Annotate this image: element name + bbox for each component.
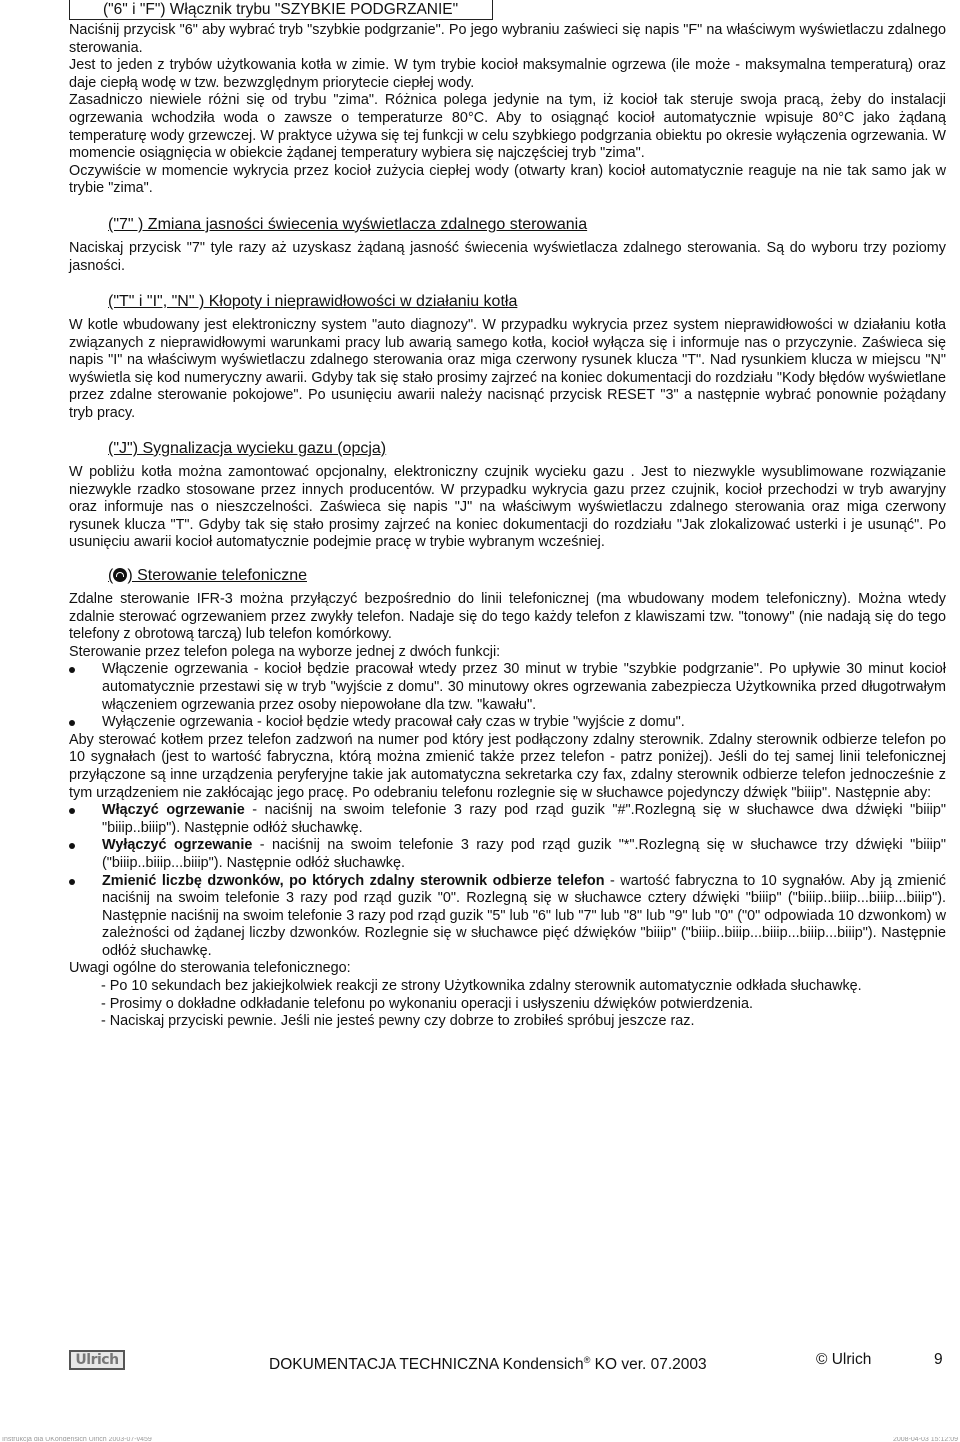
- print-info-line: [0, 1437, 960, 1442]
- note-item: - Naciskaj przyciski pewnie. Jeśli nie jesteś pewny czy dobrze to zrobiłeś spróbuj jeszcze raz.: [101, 1013, 695, 1030]
- bullet-icon: [69, 879, 75, 885]
- section-title-telephone: [108, 566, 307, 586]
- bullet-icon: [69, 843, 75, 849]
- section-gas-leak: [69, 439, 946, 552]
- note-item: - Prosimy o dokładne odkładanie telefonu po wykonaniu operacji i usłyszeniu dźwięków potwierdzenia.: [101, 995, 753, 1012]
- paragraph: Zasadniczo niewiele różni się od trybu "zima". Różnica polega jedynie na tym, iż kocioł tak steruje swoja pracą, żeby do instalacji ogrzewania wchodziła woda o zawsze o temperaturze 80°C. Aby to osiągnąć kocioł automatycznie wpisuje 80°C jako żądaną temperaturę wody grzewczej. W praktyce używa się tej funkcji w celu szybkiego podgrzania obiektu po okresie wyłączenia ogrzewania. W momencie osiągnięcia w obiekcie żądanej temperatury wybiera się najczęściej tryb "zima".: [69, 92, 946, 162]
- paragraph: Oczywiście w momencie wykrycia przez kocioł zużycia ciepłej wody (otwarty kran) kocioł automatycznie reaguje na nie tak samo jak w trybie "zima".: [69, 162, 946, 197]
- list-item: Wyłączenie ogrzewania - kocioł będzie wtedy pracował cały czas w trybie "wyjście z domu".: [69, 714, 946, 732]
- note-item: - Po 10 sekundach bez jakiejkolwiek reakcji ze strony Użytkownika zdalny sterownik automatycznie odkłada słuchawkę.: [101, 978, 862, 995]
- page-footer: [69, 1349, 946, 1371]
- ulrich-logo: Ulrich: [69, 1350, 125, 1370]
- list-item: Włączenie ogrzewania - kocioł będzie pracował wtedy przez 30 minut w trybie "szybkie podgrzanie". Po upływie 30 minut kocioł automatycznie przestawi się w tryb "wyjście z domu". 30 minutowy okres ogrzewania zabezpiecza Użytkownika przed długotrwałym włączeniem ogrzewania przez osoby niepowołane dla tzw. "kawału".: [69, 661, 946, 714]
- section-telephone-control: [69, 566, 946, 1031]
- paragraph: W kotle wbudowany jest elektroniczny system "auto diagnozy". W przypadku wykrycia przez system nieprawidłowości w działaniu kotła związanych z nieprawidłowymi warunkami pracy lub awarią samego kotła, kocioł wyłącza się i informuje nas o przyczynie. Zaświeca się napis "I" na właściwym wyświetlaczu zdalnego sterowania oraz miga czerwony rysunek klucza "T". Nad rysunkiem klucza w miejscu "N" wyświetla się kod numeryczny awarii. Gdyby tak się stało prosimy zajrzeć na koniec dokumentacji do rozdziału "Kody błędów wyświetlane przez zdalne sterowanie pokojowe". Po usunięciu awarii należy nacisnąć przycisk RESET "3" a następnie wybrać ponownie pożądany tryb pracy.: [69, 317, 946, 421]
- paragraph: Sterowanie przez telefon polega na wyborze jednej z dwóch funkcji:: [69, 643, 501, 660]
- paragraph: Naciśnij przycisk "6" aby wybrać tryb "szybkie podgrzanie". Po jego wybraniu zaświeci się napis "F" na właściwym wyświetlaczu zdalnego sterowania.: [69, 22, 946, 56]
- footer-copyright: © Ulrich: [816, 1351, 872, 1368]
- notes-title: Uwagi ogólne do sterowania telefonicznego:: [69, 960, 351, 977]
- list-item: Zmienić liczbę dzwonków, po których zdalny sterownik odbierze telefon - wartość fabryczna to 10 sygnałów. Aby ją zmienić naciśnij na swoim telefonie 3 razy pod rząd guzik "0". Rozlegną się w słuchawce cztery dźwięki "biiip" ("biiip..biiip...biiip...biiip"). Następnie naciśnij na swoim telefonie 3 razy pod rząd guzik "5" lub "6" lub "7" lub "8" lub "9" lub "0" ("0" odpowiada 10 dzwonkom) w zależności od żądanej liczby dzwonków. Rozlegnie się w słuchawce pięć dźwięków "biiip" ("biiip..biiip...biiip...biiip...biiip"). Następnie odłóż słuchawkę.: [69, 873, 946, 961]
- title-open-paren: (: [108, 567, 114, 584]
- function-list: [69, 661, 946, 731]
- list-item: Włączyć ogrzewanie - naciśnij na swoim telefonie 3 razy pod rząd guzik "#".Rozlegną się w słuchawce dwa dźwięki "biiip" "biiip..biiip"). Następnie odłóż słuchawkę.: [69, 802, 946, 837]
- bullet-icon: [69, 667, 75, 673]
- list-item: Wyłączyć ogrzewanie - naciśnij na swoim telefonie 3 razy pod rząd guzik "*".Rozlegną się w słuchawce trzy dźwięki "biiip" ("biiip..biiip...biiip"). Następnie odłóż słuchawkę.: [69, 837, 946, 872]
- section-title-brightness: ("7" ) Zmiana jasności świecenia wyświetlacza zdalnego sterowania: [108, 216, 588, 233]
- footer-document-title: DOKUMENTACJA TECHNICZNA Kondensich® KO ver. 07.2003: [269, 1355, 707, 1373]
- telephone-icon: [113, 568, 127, 582]
- page-number: 9: [934, 1351, 943, 1368]
- title-text: ) Sterowanie telefoniczne: [127, 567, 307, 584]
- section-title-malfunctions: ("T" i "I", "N" ) Kłopoty i nieprawidłowości w działaniu kotła: [108, 293, 518, 310]
- print-file-name: Instrukcja dla UKondensich Ulrich 2003-07-v459: [2, 1437, 152, 1442]
- paragraph: W pobliżu kotła można zamontować opcjonalny, elektroniczny czujnik wycieku gazu . Jest to niezwykle wysublimowane rozwiązanie niezwykle rzadko stosowane przez innych producentów. W przypadku wykrycia gazu przez czujnik, kocioł przechodzi w tryb awaryjny oraz informuje nas o nieszczelności. Zaświeca się napis "J" na właściwym wyświetlaczu zdalnego sterowania oraz miga czerwony rysunek klucza "T". Gdyby tak się stało prosimy zajrzeć na koniec dokumentacji do rozdziału "Jak zlokalizować usterki i je usunąć". Po usunięciu awarii kocioł automatycznie podejmie pracę w trybie wybranym wcześniej.: [69, 464, 946, 551]
- print-timestamp: 2008-04-03 15:12:09: [893, 1437, 958, 1442]
- paragraph: Jest to jeden z trybów użytkowania kotła w zimie. W tym trybie kocioł maksymalnie ogrzewa (ile może - maksymalna temperaturą) oraz daje ciepłą wodę w tzw. bezwzględnym priorytecie ciepłej wody.: [69, 57, 946, 91]
- action-list: [69, 802, 946, 960]
- registered-mark: ®: [583, 1355, 591, 1365]
- section-brightness: [69, 215, 946, 275]
- paragraph: Aby sterować kotłem przez telefon zadzwoń na numer pod który jest podłączony zdalny sterownik. Zdalny sterownik odbierze telefon po 10 sygnałach (jest to wartość fabryczna, którą można zmienić także przez telefon - patrz poniżej). Jeśli do tej samej linii telefonicznej przyłączone są inne urządzenia peryferyjne takie jak automatyczna sekretarka czy fax, zdalny sterownik odbierze telefon jednocześnie z tym urządzeniem nie zakłócając jego pracę. Po odebraniu telefonu rozlegnie się w słuchawce pojedynczy dźwięk "biiip". Następnie aby:: [69, 731, 946, 801]
- bullet-icon: [69, 808, 75, 814]
- section-fast-heating: [69, 22, 946, 198]
- paragraph: Zdalne sterowanie IFR-3 można przyłączyć bezpośrednio do linii telefonicznej (ma wbudowany modem telefoniczny). Można wtedy zdalnie sterować ogrzewaniem przez zwykły telefon. Nadaje się do tego każdy telefon z klawiszami tzw. "tonowy" (nie nadają się do tego telefony z obrotową tarczą) lub telefon komórkowy.: [69, 591, 946, 643]
- section-malfunctions: [69, 292, 946, 423]
- section-title-gas-leak: ("J") Sygnalizacja wycieku gazu (opcja): [108, 440, 387, 457]
- section-title-fast-heating: ("6" i "F") Włącznik trybu "SZYBKIE PODGRZANIE": [69, 0, 493, 20]
- notes-list: [69, 978, 946, 1031]
- bullet-icon: [69, 720, 75, 726]
- paragraph: Naciskaj przycisk "7" tyle razy aż uzyskasz żądaną jasność świecenia wyświetlacza zdalnego sterowania. Są do wyboru trzy poziomy jasności.: [69, 240, 946, 274]
